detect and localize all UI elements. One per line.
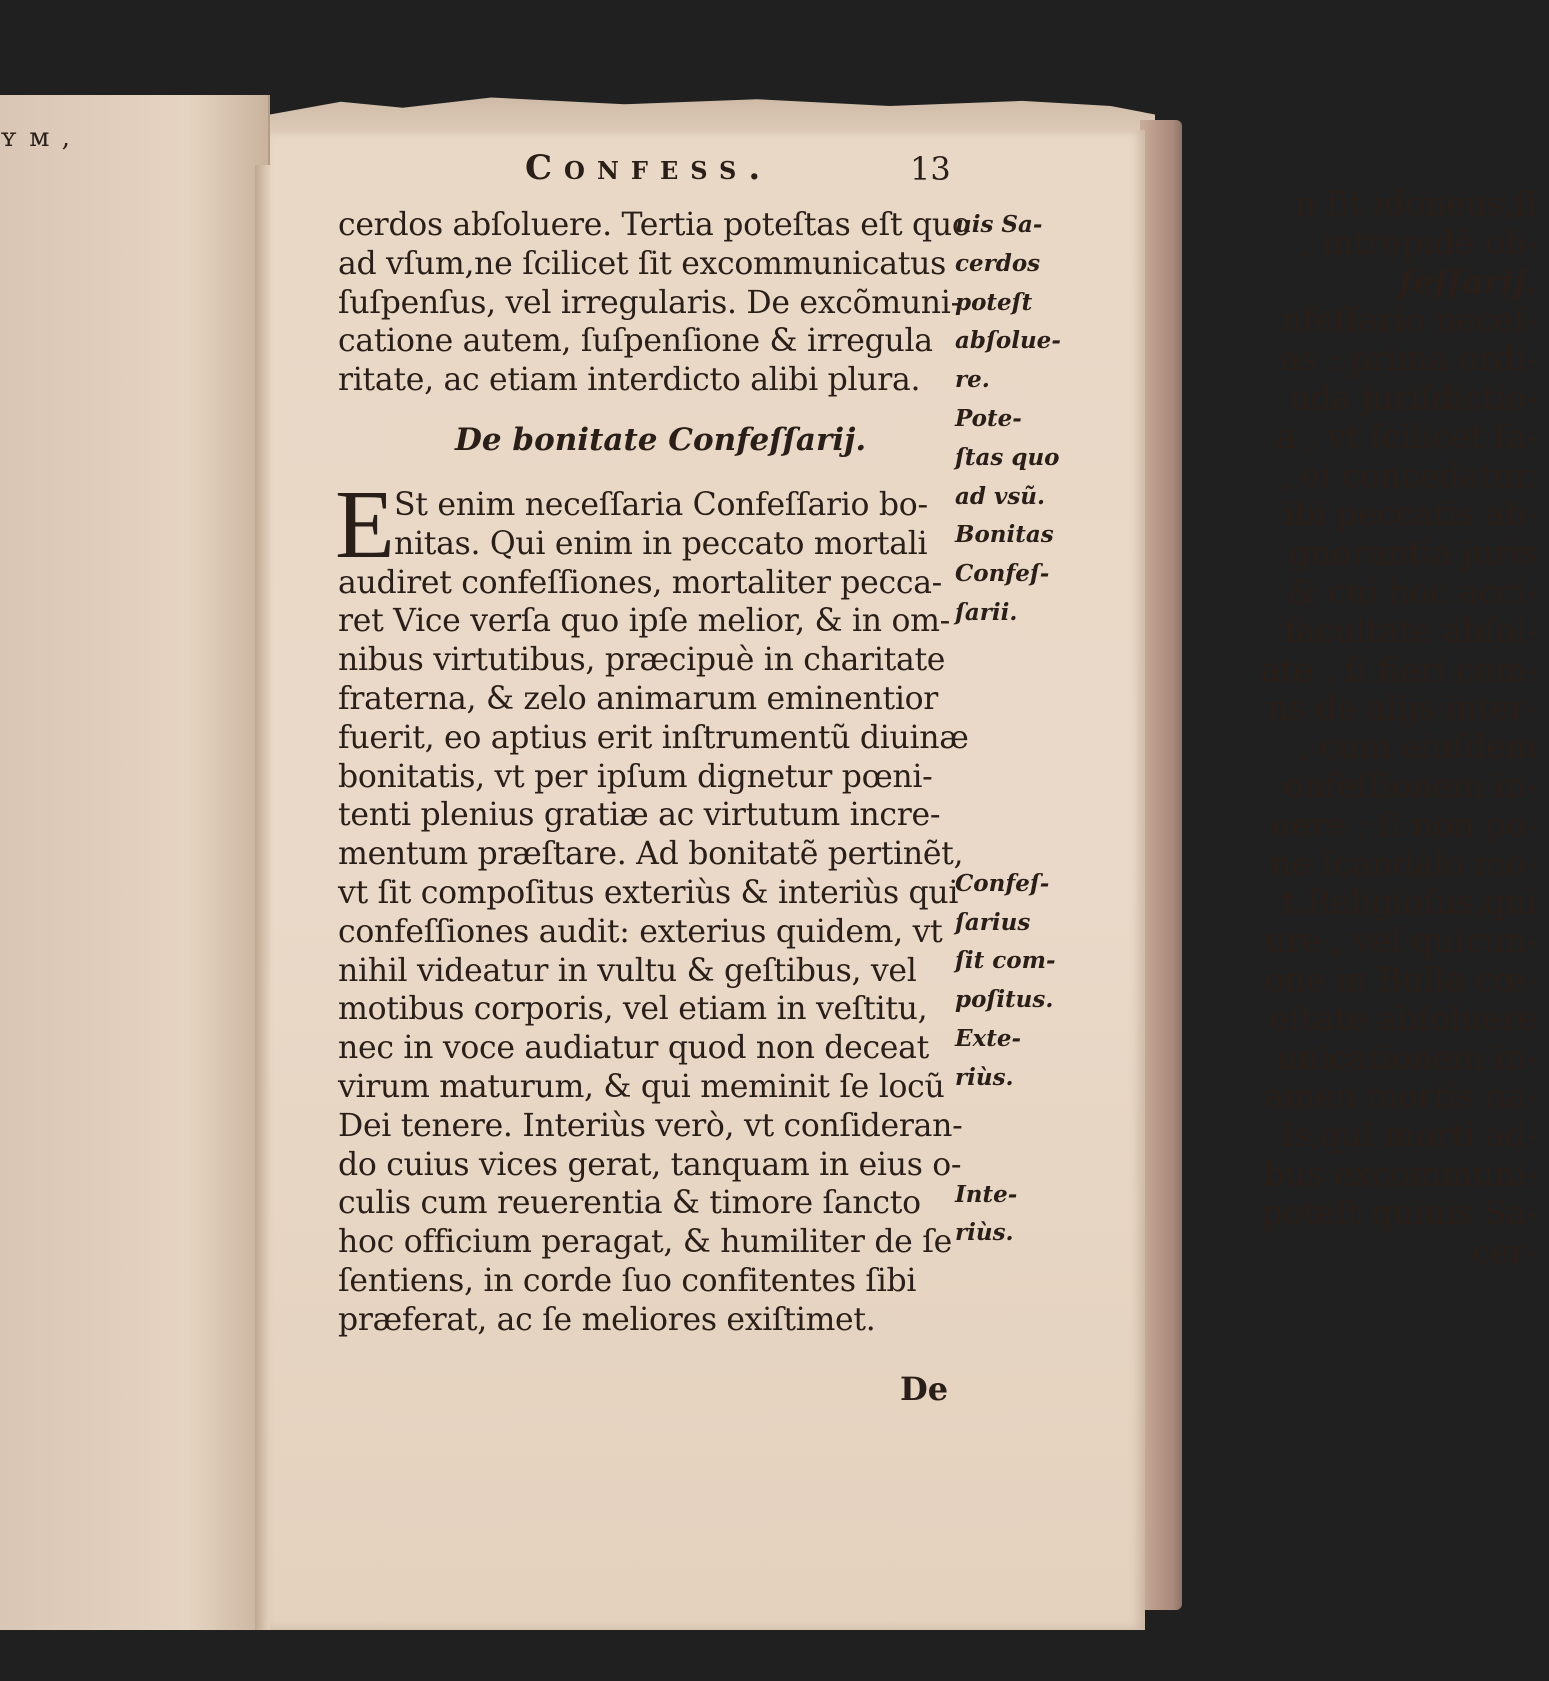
margin-note: Inte-	[955, 1180, 1018, 1208]
left-line: n ſit idoneus,ſi	[1294, 184, 1537, 223]
text-line: ſentiens, in corde ſuo confitentes ſibi	[338, 1262, 917, 1299]
margin-spacer	[955, 1098, 1065, 1176]
text-line: mentum præſtare. Ad bonitatẽ pertinẽt,	[338, 836, 964, 873]
margin-notes	[955, 206, 1065, 1253]
left-line: onfeſſionem in-	[1283, 765, 1537, 805]
text-line: Dei tenere. Interiùs verò, vt conſideran-	[338, 1107, 963, 1144]
text-line: nec in voce audiatur quod non deceat	[338, 1030, 929, 1067]
left-page	[0, 95, 270, 1630]
left-line: facultate abſol-	[1284, 610, 1537, 650]
margin-note: Pote-	[955, 404, 1022, 432]
text-line: ret Vice verſa quo ipſe melior, & in om-	[338, 603, 951, 640]
left-line: nda juriſdictio-	[1289, 377, 1537, 417]
margin-note: abſolue-	[955, 327, 1061, 355]
left-line: eſtate abſoluere	[1269, 998, 1537, 1038]
left-line: is,qui morti ad-	[1282, 1115, 1537, 1155]
left-line: bus excommuni-	[1263, 1153, 1537, 1193]
left-line: gnorantia juris	[1289, 533, 1537, 573]
margin-note: re.	[955, 366, 990, 394]
left-line: t.Religioſus,qui	[1282, 882, 1537, 922]
left-line: amen mortis na-	[1264, 1076, 1537, 1116]
margin-note: Confeſ-	[955, 560, 1050, 588]
page-number: 13	[910, 150, 951, 188]
text-line: audiret confeſſiones, mortaliter pecca-	[338, 564, 943, 601]
margin-note: poſitus.	[955, 986, 1054, 1014]
text-line: do cuius vices gerat, tanquam in eius o-	[338, 1146, 962, 1183]
right-page-torn-edge	[270, 55, 1155, 140]
left-line: , intrepidè ob-	[1300, 222, 1537, 262]
text-line: nibus virtutibus, præcipuè in charitate	[338, 642, 946, 679]
section-heading: De bonitate Confeſſarij.	[455, 422, 867, 458]
margin-note: riùs.	[955, 1219, 1014, 1247]
catchword: De	[900, 1370, 949, 1408]
text-line: ad vſum,ne ſcilicet ſit excommunicatus	[338, 245, 946, 282]
text-line: ſuſpenſus, vel irregularis. De excõmuni-	[338, 284, 961, 321]
margin-note: ſarii.	[955, 598, 1018, 626]
text-line: vt ſit compoſitus exteriùs & interiùs qui	[338, 874, 959, 911]
text-line: virum maturum, & qui meminit ſe locũ	[338, 1068, 945, 1105]
margin-note: riùs.	[955, 1063, 1014, 1091]
left-page-text	[1237, 185, 1537, 1271]
text-line: St enim neceſſaria Confeſſario bo-	[394, 487, 928, 523]
left-line: uere ; ſi non po-	[1270, 804, 1537, 844]
text-line: motibus corporis, vel etiam in veſtitu,	[338, 991, 928, 1028]
body-text-top	[338, 206, 971, 400]
left-line: , ei concedatur.	[1279, 455, 1537, 495]
margin-note: uis Sa-	[955, 211, 1043, 238]
text-line: cerdos abſoluere. Tertia poteſtas eſt quo	[338, 207, 971, 243]
body-paragraph	[338, 486, 969, 1340]
left-line: ibi peccatis ab-	[1283, 494, 1537, 534]
text-line: confeſſiones audit: exterius quidem, vt	[338, 913, 943, 950]
text-line: culis cum reuerentia & timore ſancto	[338, 1185, 921, 1222]
text-line: fraterna, & zelo animarum eminentior	[338, 680, 939, 717]
running-head: Confess.	[525, 148, 773, 188]
left-line: unicationem in-	[1276, 1037, 1537, 1077]
left-line: ns de alijs inter-	[1267, 688, 1537, 728]
margin-note: poteſt	[955, 288, 1033, 316]
margin-note: ſtas quo	[955, 443, 1060, 471]
text-line: præferat, ac ſe meliores exiſtimet.	[338, 1301, 876, 1338]
left-line: one in Bulla cœ-	[1264, 959, 1537, 999]
margin-spacer	[955, 633, 1065, 865]
margin-note: Bonitas	[955, 521, 1054, 549]
text-line: ritate, ac etiam interdicto alibi plura.	[338, 362, 921, 399]
text-line: nihil videatur in vultu & geſtibus, vel	[338, 952, 917, 989]
left-running-head: ʏ ᴍ ,	[0, 123, 73, 153]
left-line: cer-	[1472, 1231, 1537, 1271]
drop-capital: E	[335, 471, 395, 579]
text-line: bonitatis, vt per ipſum dignetur pœni-	[338, 758, 933, 795]
left-line: nfeſſario neceſ-	[1281, 300, 1537, 340]
left-line: poteſt quiuis Sa-	[1261, 1192, 1537, 1232]
left-line: ne ſcandalo mo-	[1270, 843, 1537, 883]
left-line: & cui hoc acci-	[1287, 571, 1537, 611]
margin-note: ſarius	[955, 908, 1031, 936]
left-line-heading: feſſarij.	[1398, 261, 1537, 301]
left-line: as : prima ordi-	[1280, 339, 1537, 379]
text-line: nitas. Qui enim in peccato mortali	[394, 525, 928, 562]
margin-note: Confeſ-	[955, 869, 1050, 897]
left-line: ure , vel quicun-	[1264, 921, 1537, 961]
text-line: tenti plenius gratiæ ac virtutum incre-	[338, 797, 941, 834]
margin-note: ſit com-	[955, 947, 1056, 975]
page-stack-edge	[1140, 120, 1182, 1610]
text-line: catione autem, ſuſpenſione & irregula	[338, 323, 933, 360]
text-line: hoc officium peragat, & humiliter de ſe	[338, 1224, 952, 1261]
margin-note: cerdos	[955, 249, 1041, 277]
text-line: fuerit, eo aptius erit inſtrumentũ diuinæ	[338, 719, 969, 756]
left-line: a , vt ſcilicet ſa-	[1276, 416, 1537, 456]
margin-note: Exte-	[955, 1024, 1022, 1052]
left-line: , cum eiuſdem	[1299, 727, 1537, 767]
left-line: ate , ſi fieri com-	[1260, 649, 1537, 689]
margin-note: ad vsũ.	[955, 482, 1046, 510]
